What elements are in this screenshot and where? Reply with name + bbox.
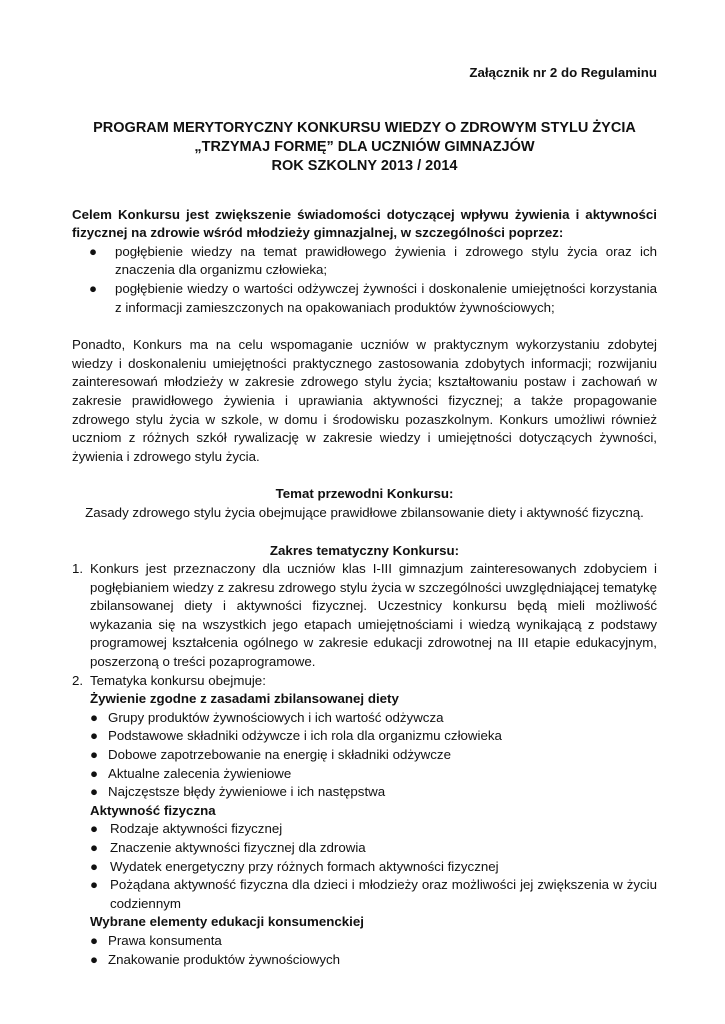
topic-heading-nutrition: Żywienie zgodne z zasadami zbilansowanej diety	[90, 691, 399, 707]
list-item	[90, 746, 657, 765]
list-item-text: pogłębienie wiedzy na temat prawidłowego żywienia i zdrowego stylu życia oraz ich znaczenia dla organizmu człowieka;	[115, 243, 657, 278]
topic-list-nutrition	[90, 709, 657, 802]
bullet-icon: ●	[89, 280, 98, 296]
scope-item-1	[72, 560, 657, 672]
title-line-3: ROK SZKOLNY 2013 / 2014	[271, 157, 458, 174]
list-item-text: Dobowe zapotrzebowanie na energię i składniki odżywcze	[108, 747, 451, 763]
list-item	[72, 280, 657, 317]
bullet-icon: ●	[90, 728, 99, 744]
bullet-icon: ●	[90, 821, 99, 837]
bullet-icon: ●	[90, 858, 99, 874]
theme-heading: Temat przewodni Konkursu:	[275, 486, 454, 502]
list-item	[90, 765, 657, 784]
bullet-icon: ●	[90, 784, 99, 800]
list-item	[90, 876, 657, 913]
list-item-text: Prawa konsumenta	[108, 932, 222, 948]
bullet-icon: ●	[90, 932, 99, 948]
list-item-text: Wydatek energetyczny przy różnych formach aktywności fizycznej	[110, 858, 499, 874]
scope-list	[72, 560, 657, 969]
list-item-text: Znaczenie aktywności fizycznej dla zdrowia	[110, 840, 366, 855]
scope-item-text: Konkurs jest przeznaczony dla uczniów klas I-III gimnazjum zainteresowanych zdobyciem i pogłębianiem wiedzy z zakresu zdrowego stylu życia w szczególności uwzględniającej tematykę zbilansowanej diety i aktywności fizycznej. Uczestnicy konkursu będą mieli możliwość wykazania się na wszystkich jego etapach umiejętnościami i wiedzą wynikającą z podstawy programowej kształcenia ogólnego w zakresie edukacji zdrowotnej na III etapie edukacyjnym, poszerzoną o treści pozaprogramowe.	[90, 561, 657, 670]
bullet-icon: ●	[89, 243, 98, 259]
bullet-icon: ●	[90, 951, 99, 967]
list-item	[90, 709, 657, 728]
scope-heading: Zakres tematyczny Konkursu:	[269, 542, 460, 558]
scope-item-text: Tematyka konkursu obejmuje:	[90, 672, 266, 688]
list-item	[72, 243, 657, 280]
list-item-text: Najczęstsze błędy żywieniowe i ich następstwa	[108, 784, 386, 800]
list-item-text: Podstawowe składniki odżywcze i ich rola dla organizmu człowieka	[108, 728, 502, 744]
scope-item-2	[72, 672, 657, 970]
title-line-1: PROGRAM MERYTORYCZNY KONKURSU WIEDZY O ZDROWYM STYLU ŻYCIA	[93, 119, 636, 136]
list-item	[90, 839, 657, 858]
item-number: 2.	[72, 672, 84, 688]
topic-heading-consumer: Wybrane elementy edukacji konsumenckiej	[90, 914, 364, 930]
list-item-text: Grupy produktów żywnościowych i ich wartość odżywcza	[108, 709, 444, 725]
list-item-text: Rodzaje aktywności fizycznej	[110, 821, 283, 837]
list-item-text: Znakowanie produktów żywnościowych	[108, 951, 341, 967]
list-item-text: Pożądana aktywność fizyczna dla dzieci i młodzieży oraz możliwości jej zwiększenia w życiu codziennym	[110, 877, 657, 911]
theme-text: Zasady zdrowego stylu życia obejmujące prawidłowe zbilansowanie diety i aktywność fizyczną.	[85, 504, 644, 520]
list-item-text: pogłębienie wiedzy o wartości odżywczej żywności i doskonalenie umiejętności korzystania z informacji zamieszczonych na opakowaniach produktów żywnościowych;	[115, 280, 657, 315]
topic-list-consumer	[90, 932, 657, 969]
list-item-text: Aktualne zalecenia żywieniowe	[108, 765, 292, 781]
list-item	[90, 783, 657, 802]
bullet-icon: ●	[90, 765, 99, 781]
item-number: 1.	[72, 561, 84, 577]
list-item	[90, 858, 657, 877]
bullet-icon: ●	[90, 747, 99, 763]
bullet-icon: ●	[90, 877, 99, 893]
intro-bullet-list	[72, 243, 657, 317]
list-item	[90, 951, 657, 970]
topic-heading-activity: Aktywność fizyczna	[90, 802, 216, 818]
title-line-2: „TRZYMAJ FORMĘ” DLA UCZNIÓW GIMNAZJÓW	[194, 138, 535, 155]
document-title	[72, 119, 657, 176]
annex-label: Załącznik nr 2 do Regulaminu	[469, 65, 657, 80]
goals-paragraph: Ponadto, Konkurs ma na celu wspomaganie uczniów w praktycznym wykorzystaniu zdobytej wiedzy i doskonaleniu umiejętności praktycznego zastosowania zdobytych informacji; rozwijaniu zainteresowań młodzieży w zakresie zdrowego stylu życia; kształtowaniu postaw i zachowań w zakresie prawidłowego żywienia i uprawiania aktywności fizycznej; a także propagowanie zdrowego stylu życia w szkole, w domu i środowisku pozaszkolnym. Konkurs umożliwi również uczniom z różnych szkół rywalizację w zakresie wiedzy i umiejętności dotyczących żywności, żywienia i zdrowego stylu życia.	[72, 337, 657, 464]
topic-list-activity	[90, 820, 657, 913]
bullet-icon: ●	[90, 840, 99, 855]
list-item	[90, 932, 657, 951]
intro-text: Celem Konkursu jest zwiększenie świadomości dotyczącej wpływu żywienia i aktywności fizycznej na zdrowie wśród młodzieży gimnazjalnej, w szczególności poprzez:	[72, 206, 657, 241]
bullet-icon: ●	[90, 709, 99, 725]
list-item	[90, 820, 657, 839]
list-item	[90, 727, 657, 746]
